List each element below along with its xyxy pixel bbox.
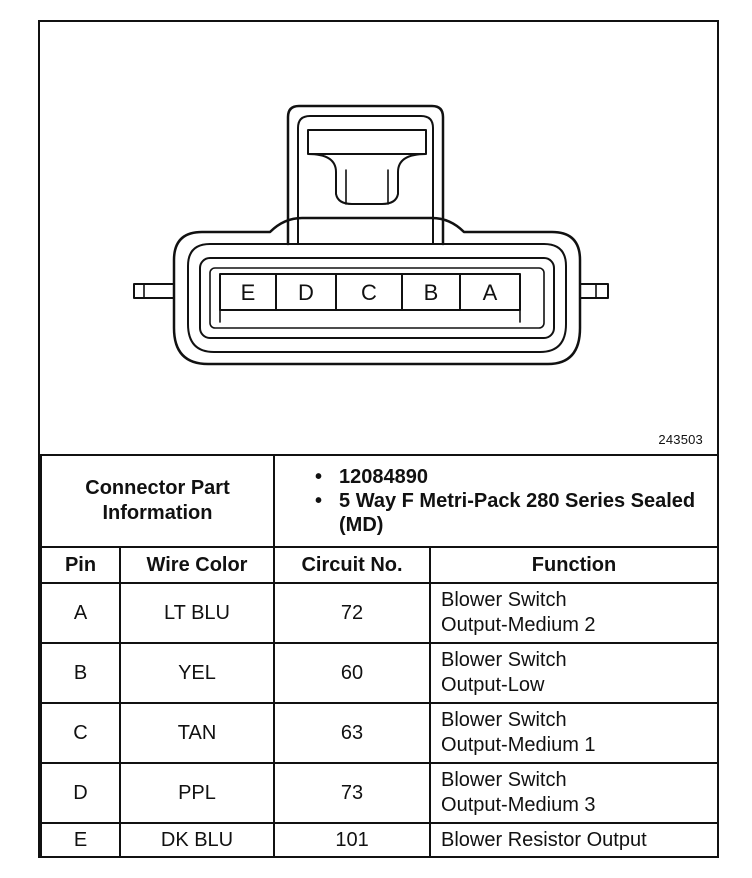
pin-cell: D: [41, 763, 120, 823]
wire-color-cell: PPL: [120, 763, 274, 823]
pin-label-e: E: [240, 280, 256, 305]
wire-color-cell: LT BLU: [120, 583, 274, 643]
pin-table: [40, 454, 719, 858]
latch-t-shape: [308, 130, 426, 204]
function-cell: Blower Switch Output-Medium 2: [430, 583, 718, 643]
connector-type: • 5 Way F Metri-Pack 280 Series Sealed (MD): [315, 489, 717, 537]
header-wire-color: Wire Color: [120, 547, 274, 583]
table-row: [41, 703, 718, 763]
header-pin: Pin: [41, 547, 120, 583]
connector-info-row: [41, 455, 718, 547]
pin-cell: B: [41, 643, 120, 703]
connector-sheet: [38, 20, 719, 858]
circuit-cell: 101: [274, 823, 430, 857]
function-cell: Blower Switch Output-Medium 3: [430, 763, 718, 823]
pin-cell: C: [41, 703, 120, 763]
part-number: • 12084890: [315, 465, 717, 489]
connector-info-list: [274, 455, 718, 547]
table-row: [41, 583, 718, 643]
wire-color-cell: TAN: [120, 703, 274, 763]
function-cell: Blower Switch Output-Medium 1: [430, 703, 718, 763]
header-function: Function: [430, 547, 718, 583]
function-cell: Blower Resistor Output: [430, 823, 718, 857]
pin-label-b: B: [423, 280, 439, 305]
pin-cell: A: [41, 583, 120, 643]
pin-label-c: C: [361, 280, 377, 305]
table-row: [41, 763, 718, 823]
table-row: [41, 643, 718, 703]
wire-color-cell: DK BLU: [120, 823, 274, 857]
connector-diagram: [40, 22, 717, 452]
right-mounting-ear: [580, 284, 608, 298]
wire-color-cell: YEL: [120, 643, 274, 703]
header-circuit: Circuit No.: [274, 547, 430, 583]
table-header-row: [41, 547, 718, 583]
figure-id: 243503: [658, 432, 703, 447]
circuit-cell: 63: [274, 703, 430, 763]
circuit-cell: 73: [274, 763, 430, 823]
table-row: [41, 823, 718, 857]
circuit-cell: 60: [274, 643, 430, 703]
pin-label-d: D: [298, 280, 314, 305]
locking-tab: [288, 106, 443, 244]
connector-info-label: Connector Part Information: [41, 455, 274, 547]
pin-cell: E: [41, 823, 120, 857]
function-cell: Blower Switch Output-Low: [430, 643, 718, 703]
pin-label-a: A: [482, 280, 498, 305]
circuit-cell: 72: [274, 583, 430, 643]
left-mounting-ear: [134, 284, 174, 298]
